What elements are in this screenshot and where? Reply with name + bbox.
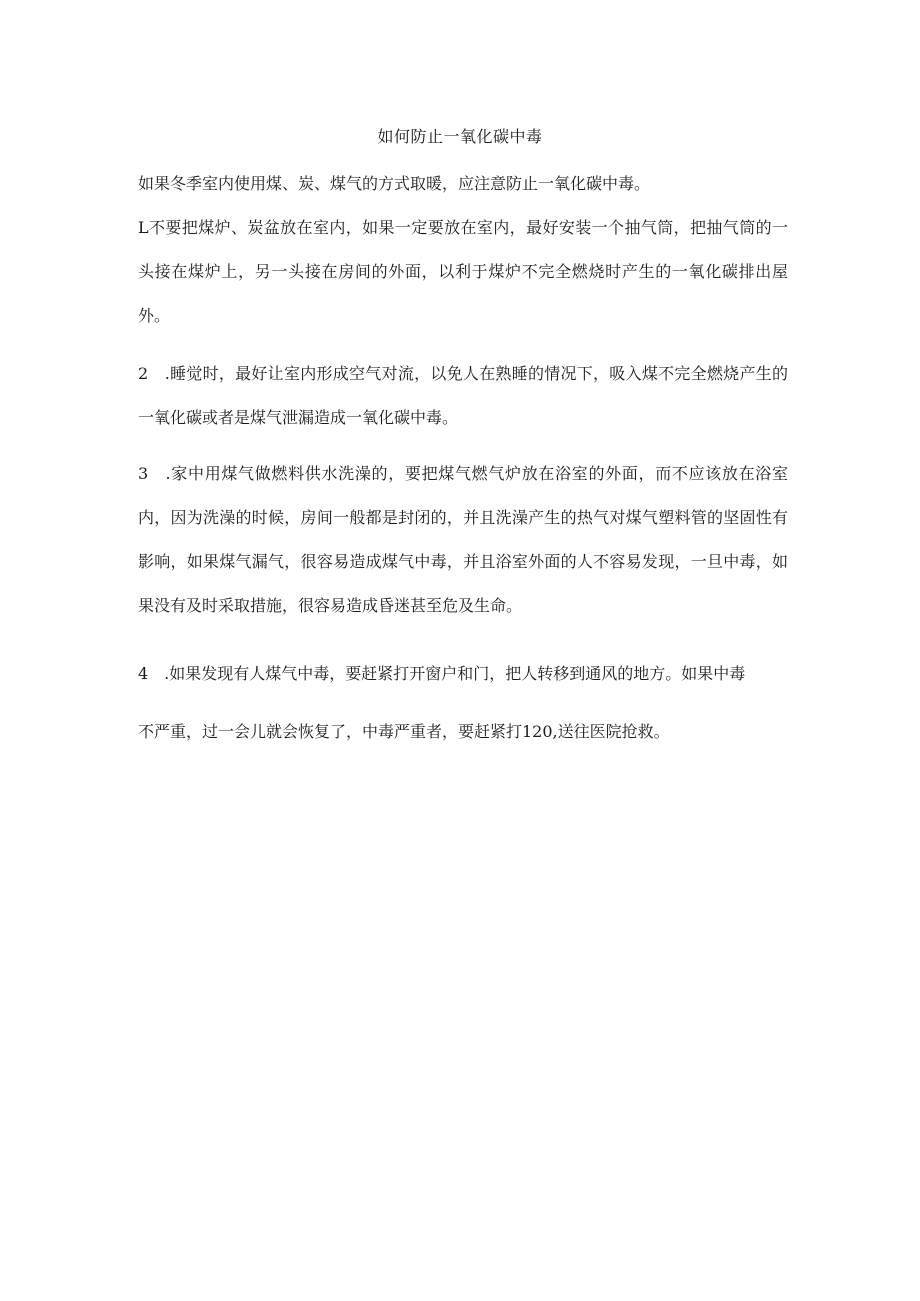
item-4-paragraph: [138, 652, 788, 754]
document-title: 如何防止一氧化碳中毒: [377, 127, 543, 146]
item-3-paragraph: 3 .家中用煤气做燃料供水洗澡的，要把煤气燃气炉放在浴室的外面，而不应该放在浴室内，因为洗澡的时候，房间一般都是封闭的，并且洗澡产生的热气对煤气塑料管的坚固性有影响，如果煤气漏气，很容易造成煤气中毒，并且浴室外面的人不容易发现，一旦中毒，如果没有及时采取措施，很容易造成昏迷甚至危及生命。: [138, 464, 788, 615]
item-4-line-2: 不严重，过一会儿就会恢复了，中毒严重者，要赶紧打120,送往医院抢救。: [138, 722, 670, 741]
item-2-paragraph: 2 .睡觉时，最好让室内形成空气对流，以免人在熟睡的情况下，吸入煤不完全燃烧产生的一氧化碳或者是煤气泄漏造成一氧化碳中毒。: [138, 364, 788, 427]
intro-paragraph: 如果冬季室内使用煤、炭、煤气的方式取暖，应注意防止一氧化碳中毒。: [138, 174, 651, 193]
item-1-paragraph: L不要把煤炉、炭盆放在室内，如果一定要放在室内，最好安装一个抽气筒，把抽气筒的一头接在煤炉上，另一头接在房间的外面，以利于煤炉不完全燃烧时产生的一氧化碳排出屋外。: [138, 218, 788, 325]
item-4-line-1: 4 .如果发现有人煤气中毒，要赶紧打开窗户和门，把人转移到通风的地方。如果中毒: [138, 664, 746, 683]
